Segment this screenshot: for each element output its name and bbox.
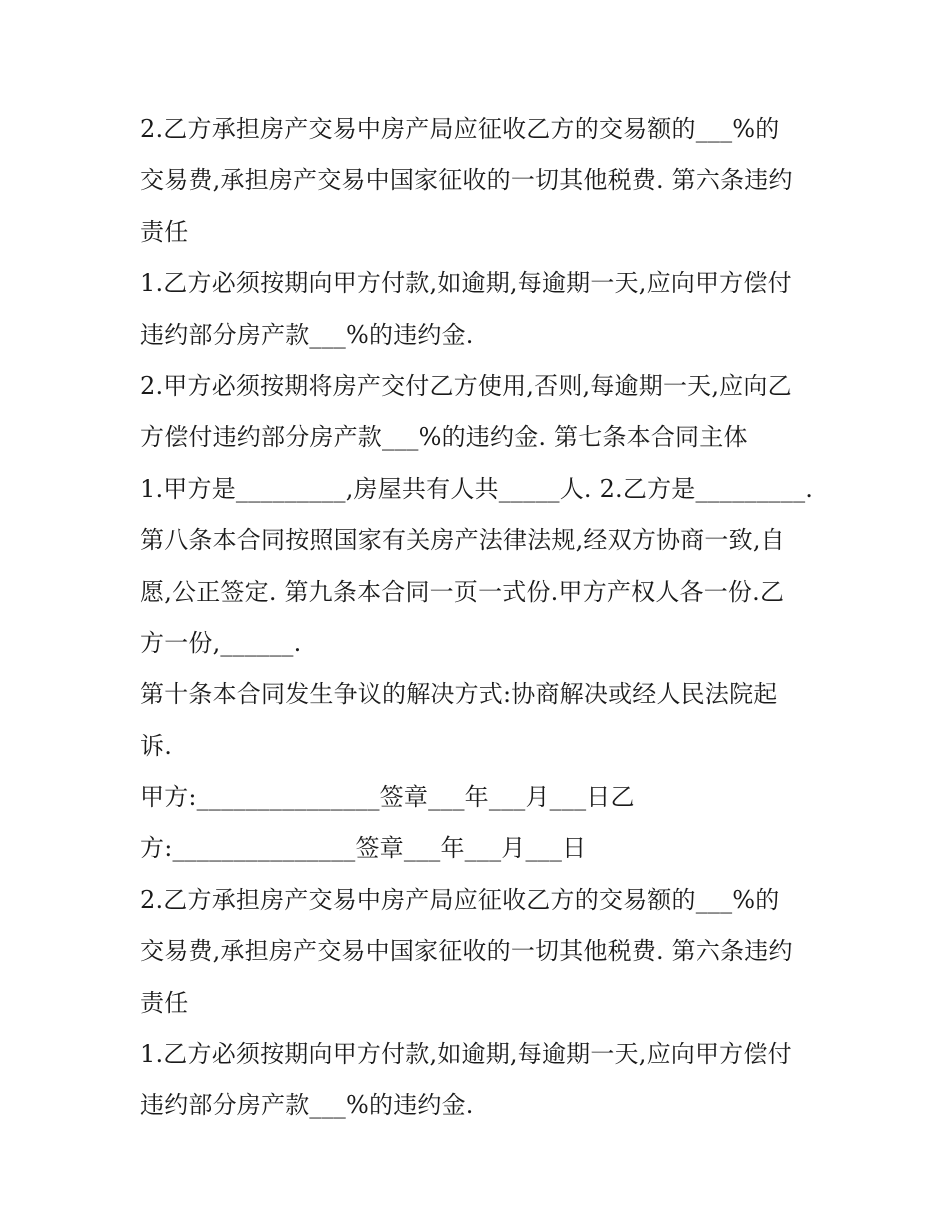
signature-line-party-b: 方:_______________签章___年___月___日 <box>140 834 587 863</box>
text-line: 愿,公正签定. 第九条本合同一页一式份.甲方产权人各一份.乙 <box>140 577 785 606</box>
text-line: 2.乙方承担房产交易中房产局应征收乙方的交易额的___%的 <box>140 115 780 143</box>
text-line: 1.乙方必须按期向甲方付款,如逾期,每逾期一天,应向甲方偿付 <box>140 269 792 298</box>
text-line: 违约部分房产款___%的违约金. <box>140 1091 474 1120</box>
text-line: 2.甲方必须按期将房产交付乙方使用,否则,每逾期一天,应向乙 <box>140 371 792 400</box>
text-line: 2.乙方承担房产交易中房产局应征收乙方的交易额的___%的 <box>140 885 780 914</box>
text-line: 第八条本合同按照国家有关房产法律法规,经双方协商一致,自 <box>140 526 785 555</box>
text-line: 诉. <box>140 731 173 760</box>
text-line: 交易费,承担房产交易中国家征收的一切其他税费. 第六条违约 <box>140 937 793 966</box>
text-line: 违约部分房产款___%的违约金. <box>140 320 474 349</box>
text-line: 责任 <box>140 217 189 246</box>
text-line: 1.乙方必须按期向甲方付款,如逾期,每逾期一天,应向甲方偿付 <box>140 1040 792 1069</box>
text-line: 方一份,______. <box>140 628 302 657</box>
contract-text <box>140 104 820 1132</box>
text-line: 第十条本合同发生争议的解决方式:协商解决或经人民法院起 <box>140 680 778 709</box>
text-line: 方偿付违约部分房产款___%的违约金. 第七条本合同主体 <box>140 423 748 452</box>
text-line: 1.甲方是_________,房屋共有人共_____人. 2.乙方是_________. <box>140 474 814 503</box>
signature-line-party-a: 甲方:_______________签章___年___月___日乙 <box>140 783 635 812</box>
text-line: 交易费,承担房产交易中国家征收的一切其他税费. 第六条违约 <box>140 166 793 195</box>
text-line: 责任 <box>140 988 189 1017</box>
